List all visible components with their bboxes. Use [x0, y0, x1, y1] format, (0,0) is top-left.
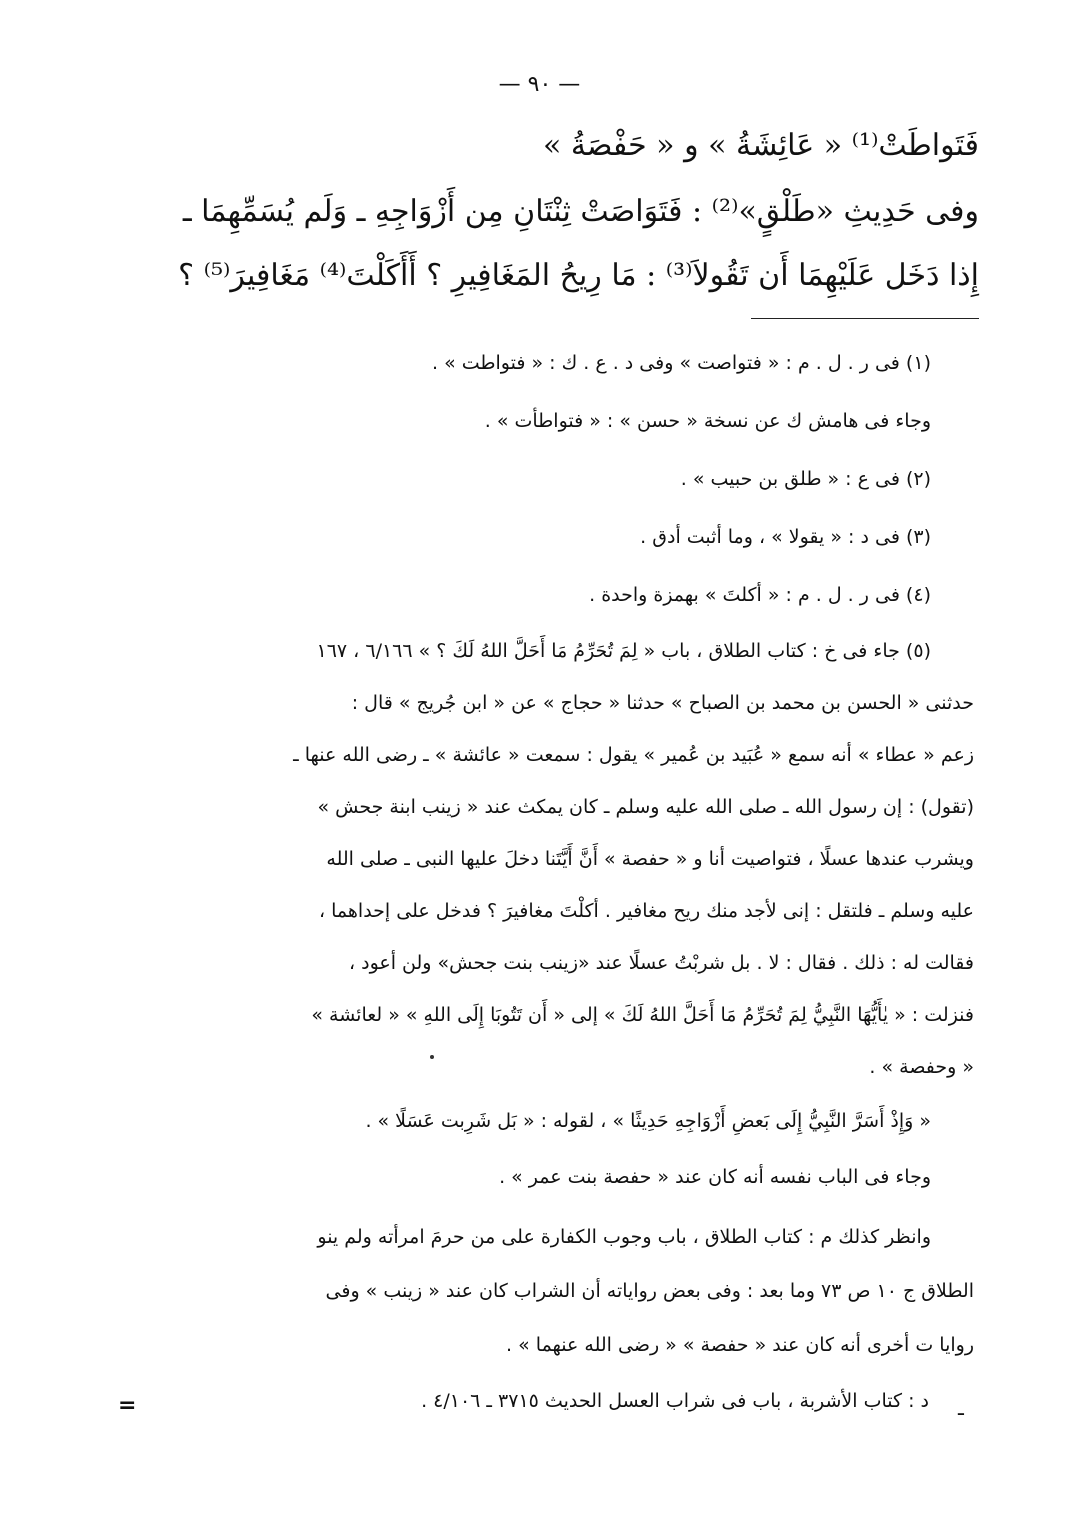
page-number: — ٩٠ —: [498, 72, 581, 97]
footnote-1-line-b: وجاء فى هامش ك عن نسخة « حسن » : « فتواطأت » .: [484, 410, 931, 432]
body-line-2: وفى حَدِيثِ «طَلْقٍ»⁽²⁾ : فَتَوَاصَتْ ثِنْتَانِ مِن أَزْوَاجِهِ ـ وَلَم يُسَمِّهِمَا ـ: [182, 194, 979, 229]
footnote-5-line-6: عليه وسلم ـ فلتقل : إنى لأجد منك ريح مغافير . أكلْتَ مغافيرَ ؟ فدخل على إحداهما ،: [318, 900, 974, 922]
footnote-1-line-a: (١) فى ر . ل . م : « فتواصت » وفى د . ع . ك : « فتواطت » .: [432, 352, 931, 374]
footnote-5-line-3: زعم « عطاء » أنه سمع « عُبَيد بن عُمير » يقول : سمعت « عائشة » ـ رضى الله عنها ـ: [293, 744, 974, 766]
footnote-5-line-14: روايا ت أخرى أنه كان عند « حفصة » « رضى الله عنهما » .: [506, 1334, 974, 1356]
footnote-5-line-8: فنزلت : « يٰأَيُّهَا النَّبِيُّ لِمَ تُحَرِّمُ مَا أَحَلَّ اللهُ لَكَ » إلى « أَن تَتُوبَا إِلَى اللهِ » « لعائشة »: [311, 1004, 974, 1026]
continuation-equals-mark: =: [118, 1393, 137, 1418]
body-line-1: فَتَواطَتْ⁽¹⁾ « عَائِشَةُ » و « حَفْصَةُ »: [542, 128, 979, 163]
footnote-3: (٣) فى د : « يقولا » ، وما أثبت أدق .: [640, 526, 931, 548]
scan-speck: [430, 1055, 434, 1059]
footnote-5-line-7: فقالت له : ذلك . فقال : لا . بل شربْتُ عسلًا عند «زينب بنت جحش» ولن أعود ،: [348, 952, 974, 974]
footnote-5-line-1: (٥) جاء فى خ : كتاب الطلاق ، باب « لِمَ تُحَرِّمُ مَا أَحَلَّ اللهُ لَكَ ؟ » ٦/١٦٦ ، ١٦٧: [316, 640, 931, 662]
footnote-5-line-12: وانظر كذلك م : كتاب الطلاق ، باب وجوب الكفارة على من حرمَ امرأته ولم ينو: [317, 1226, 931, 1248]
footnote-5-line-15: د : كتاب الأشربة ، باب فى شراب العسل الحديث ٣٧١٥ ـ ٤/١٠٦ .: [421, 1390, 929, 1412]
footnote-5-line-10: « وَإِذْ أَسَرَّ النَّبِيُّ إِلَى بَعضِ أَزْوَاجِهِ حَدِيثًا » ، لقوله : « بَل شَرِبت عَسَلًا » .: [365, 1110, 931, 1132]
leading-dash-mark: ـ: [958, 1396, 964, 1420]
footnote-5-line-13: الطلاق ج ١٠ ص ٧٣ وما بعد : وفى بعض رواياته أن الشراب كان عند « زينب » وفى: [325, 1280, 974, 1302]
footnote-2: (٢) فى ع : « طلق بن حبيب » .: [680, 468, 931, 490]
footnote-5-line-5: ويشرب عندها عسلًا ، فتواصيت أنا و « حفصة » أَنَّ أَيَّتَنا دخلَ عليها النبى ـ صلى الله: [326, 848, 974, 870]
footnote-5-line-4: (تقول) : إن رسول الله ـ صلى الله عليه وسلم ـ كان يمكث عند « زينب ابنة جحش »: [317, 796, 974, 818]
footnote-divider: [751, 318, 979, 319]
footnote-5-line-2: حدثنى « الحسن بن محمد بن الصباح » حدثنا « حجاج » عن « ابن جُريج » قال :: [351, 692, 974, 714]
body-line-3: إِذا دَخَل عَلَيْهِمَا أَن تَقُولاَ⁽³⁾ : مَا رِيحُ المَغَافِيرِ ؟ أَأَكَلْتَ⁽⁴⁾ مَغَافِيرَ⁽⁵⁾ ؟: [178, 258, 979, 293]
footnote-5-line-9: « وحفصة » .: [869, 1056, 974, 1078]
footnote-4: (٤) فى ر . ل . م : « أكلتَ » بهمزة واحدة .: [589, 584, 931, 606]
footnote-5-line-11: وجاء فى الباب نفسه أنه كان عند « حفصة بنت عمر » .: [499, 1166, 931, 1188]
